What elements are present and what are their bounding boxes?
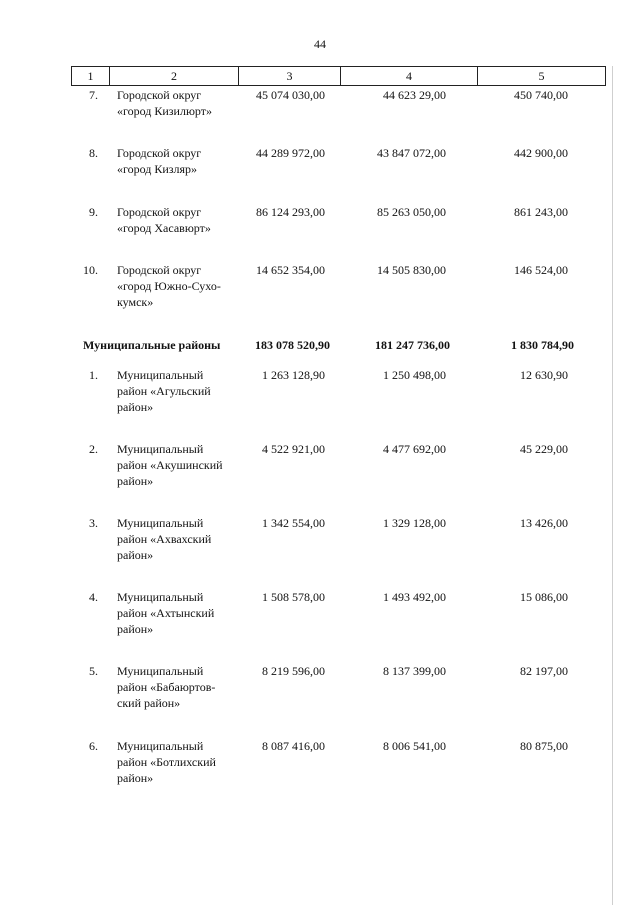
row-number: 1. [89, 368, 98, 382]
row-col-4: 8 137 399,00 [383, 664, 446, 678]
row-number: 4. [89, 590, 98, 604]
row-col-3: 1 263 128,90 [262, 368, 325, 382]
row-col-3: 44 289 972,00 [256, 146, 325, 160]
row-col-5: 861 243,00 [514, 205, 568, 219]
row-col-5: 450 740,00 [514, 88, 568, 102]
section-col-3: 183 078 520,90 [255, 338, 330, 352]
row-col-3: 8 219 596,00 [262, 664, 325, 678]
row-col-4: 4 477 692,00 [383, 442, 446, 456]
row-col-5: 442 900,00 [514, 146, 568, 160]
row-col-4: 1 329 128,00 [383, 516, 446, 530]
row-col-5: 12 630,90 [520, 368, 568, 382]
row-number: 7. [89, 88, 98, 102]
section-title: Муниципальные районы [83, 338, 221, 352]
row-name: Городской округ «город Кизилюрт» [117, 88, 213, 118]
row-col-4: 85 263 050,00 [377, 205, 446, 219]
row-name: Муниципальный район «Агульский район» [117, 368, 211, 414]
row-col-5: 15 086,00 [520, 590, 568, 604]
row-col-3: 14 652 354,00 [256, 263, 325, 277]
row-col-4: 43 847 072,00 [377, 146, 446, 160]
row-col-4: 44 623 29,00 [383, 88, 446, 102]
row-name: Муниципальный район «Ботлихский район» [117, 739, 216, 785]
row-col-3: 1 342 554,00 [262, 516, 325, 530]
row-col-3: 45 074 030,00 [256, 88, 325, 102]
page-number: 44 [314, 37, 326, 51]
row-name: Муниципальный район «Ахтынский район» [117, 590, 215, 636]
row-name: Городской округ «город Южно-Сухо-кумск» [117, 263, 221, 309]
section-col-4: 181 247 736,00 [375, 338, 450, 352]
row-number: 9. [89, 205, 98, 219]
row-name: Муниципальный район «Бабаюртов-ский район» [117, 664, 216, 710]
row-col-4: 14 505 830,00 [377, 263, 446, 277]
row-number: 3. [89, 516, 98, 530]
row-col-3: 8 087 416,00 [262, 739, 325, 753]
header-col-1: 1 [72, 67, 110, 86]
row-col-4: 1 250 498,00 [383, 368, 446, 382]
row-col-3: 1 508 578,00 [262, 590, 325, 604]
header-col-2: 2 [110, 67, 239, 86]
row-col-3: 86 124 293,00 [256, 205, 325, 219]
header-col-3: 3 [239, 67, 341, 86]
row-col-5: 80 875,00 [520, 739, 568, 753]
row-col-4: 1 493 492,00 [383, 590, 446, 604]
row-col-5: 82 197,00 [520, 664, 568, 678]
row-number: 2. [89, 442, 98, 456]
row-col-5: 13 426,00 [520, 516, 568, 530]
row-number: 10. [83, 263, 98, 277]
row-col-5: 45 229,00 [520, 442, 568, 456]
row-number: 5. [89, 664, 98, 678]
header-col-5: 5 [478, 67, 606, 86]
row-col-3: 4 522 921,00 [262, 442, 325, 456]
row-name: Муниципальный район «Акушинский район» [117, 442, 223, 488]
row-name: Муниципальный район «Ахвахский район» [117, 516, 212, 562]
row-number: 6. [89, 739, 98, 753]
row-number: 8. [89, 146, 98, 160]
row-name: Городской округ «город Кизляр» [117, 146, 202, 176]
header-col-4: 4 [341, 67, 478, 86]
row-name: Городской округ «город Хасавюрт» [117, 205, 211, 235]
row-col-4: 8 006 541,00 [383, 739, 446, 753]
row-col-5: 146 524,00 [514, 263, 568, 277]
section-col-5: 1 830 784,90 [511, 338, 574, 352]
